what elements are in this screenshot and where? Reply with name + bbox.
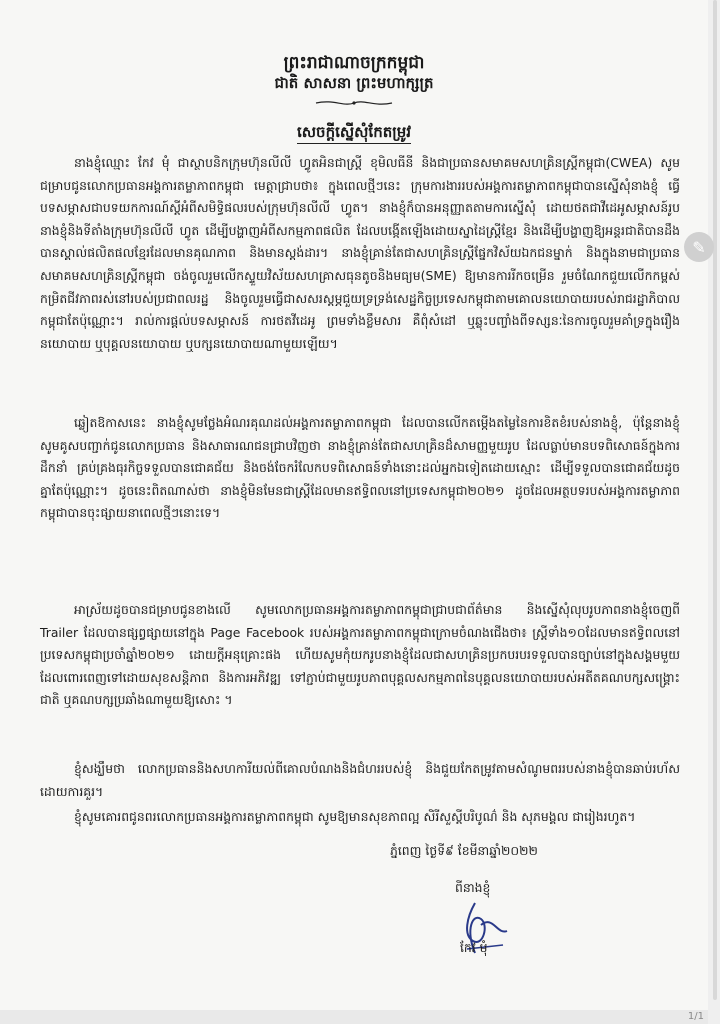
ornament-divider xyxy=(314,98,394,108)
scrollbar-thumb[interactable] xyxy=(713,0,717,1000)
vertical-scrollbar[interactable] xyxy=(708,0,720,1024)
letter-from: ពីនាងខ្ញុំ xyxy=(455,880,491,895)
signer-name: កែវ មុំ xyxy=(460,940,488,955)
kingdom-heading: ព្រះរាជាណាចក្រកម្ពុជា xyxy=(283,53,425,73)
letter-date: ភ្នំពេញ ថ្ងៃទី៩ ខែមីនាឆ្នាំ២០២២ xyxy=(390,843,538,858)
pencil-icon[interactable]: ✎ xyxy=(684,232,714,262)
motto-heading: ជាតិ សាសនា ព្រះមហាក្សត្រ xyxy=(274,74,434,92)
body-paragraph-2: ឆ្លៀតឱកាសនេះ នាងខ្ញុំសូមថ្លែងអំណរគុណដល់អង្គការតម្លាភាពកម្ពុជា ដែលបានលើកតម្កើងតម្លៃនៃការខិតខំរបស់នាងខ្ញុំ, ប៉ុន្តែនាងខ្ញុំសូមគូសបញ្ជាក់ជូនលោកប្រធាន និងសាធារណជនជ្រាបវិញថា នាងខ្ញុំគ្រាន់តែជាសហគ្រិនដ៏សាមញ្ញមួយរូប ដែលធ្លាប់មានបទពិសោធន៍ក្នុងការដឹកនាំ គ្រប់គ្រងធុរកិច្ចទទួលបានជោគជ័យ និងចង់ចែករំលែកបទពិសោធន៍ទាំងនោះដល់អ្នកឯទៀតដោយស្មោះ ដើម្បីទទួលបានជោគជ័យដូចគ្នាតែប៉ុណ្ណោះ។ ដូចនេះពិតណាស់ថា នាងខ្ញុំមិនមែនជាស្ត្រីដែលមានឥទ្ធិពលនៅប្រទេសកម្ពុជា២០២១ ដូចដែលអត្ថបទរបស់អង្គការតម្លាភាពកម្ពុជាបានចុះផ្សាយនាពេលថ្មីៗនោះទេ។ xyxy=(40,415,680,521)
body-paragraph-1: នាងខ្ញុំឈ្មោះ កែវ មុំ ជាស្ថាបនិកក្រុមហ៊ុនលីលី ហ្វូតអិនជាស្ត្រី ខុមិលធីនី និងជាប្រធានសមាគមសហគ្រិនស្ត្រីកម្ពុជា(CWEA) សូមជម្រាបជូនលោកប្រធានអង្គការតម្លាភាពកម្ពុជា មេត្តាជ្រាបថា៖ ក្នុងពេលថ្មីៗនេះ ក្រុមការងាររបស់អង្គការតម្លាភាពកម្ពុជាបានស្នើសុំនាងខ្ញុំ ធ្វើបទសម្ភាសជាបទយកការណ៍ស្តីអំពីសមិទ្ធិផលរបស់ក្រុមហ៊ុនលីលី ហ្វូត។ នាងខ្ញុំក៏បានអនុញ្ញាតតាមការស្នើសុំ ដោយថតជាវីដេអូសម្ភាសន៍រូបនាងខ្ញុំនិងទីតាំងក្រុមហ៊ុនលីលី ហ្វូត ដើម្បីបង្ហាញអំពីសកម្មភាពផលិត ដែលបង្កើតឡើងដោយស្នាដៃស្ត្រីខ្មែរ និងដើម្បីបង្ហាញឱ្យអន្តរជាតិបានដឹងបានស្គាល់ផលិតផលខ្មែរដែលមានគុណភាព និងមានស្តង់ដារ។ នាងខ្ញុំគ្រាន់តែជាសហគ្រិនស្ត្រីផ្នែកវិស័យឯកជនម្នាក់ និងក្នុងនាមជាប្រធានសមាគមសហគ្រិនស្ត្រីកម្ពុជា ចង់ចូលរួមលើកស្ទួយវិស័យសហគ្រាសធុនតូចនិងមធ្យម(SME) ឱ្យមានការរីកចម្រើន រួមចំណែកជួយលើកកម្ពស់កម្រិតជីវភាពរស់នៅរបស់ប្រជាពលរដ្ឋ និងចូលរួមធ្វើជាសសរស្តម្ភជួយទ្រទ្រង់សេដ្ឋកិច្ចប្រទេសកម្ពុជាតាមគោលនយោបាយរបស់រាជរដ្ឋាភិបាលកម្ពុជាតែប៉ុណ្ណោះ។ រាល់ការផ្តល់បទសម្ភាសន៍ ការថតវីដេអូ ព្រមទាំងខ្លឹមសារ គឺពុំសំដៅ ឬឆ្លុះបញ្ចាំងពីទស្សនៈនៃការចូលរួមគាំទ្រក្នុងរឿងនយោបាយ ឬបុគ្គលនយោបាយ ឬបក្សនយោបាយណាមួយឡើយ។ xyxy=(40,155,680,351)
body-paragraph-4: ខ្ញុំសង្ឃឹមថា លោកប្រធាននិងសហការីយល់ពីគោលបំណងនិងជំហររបស់ខ្ញុំ និងជួយកែតម្រូវតាមសំណូមពររបស់នាងខ្ញុំបានឆាប់រហ័ស ដោយការគួរ។ xyxy=(40,761,680,799)
body-paragraph-3: អាស្រ័យដូចបានជម្រាបជូនខាងលើ សូមលោកប្រធានអង្គការតម្លាភាពកម្ពុជាជ្រាបជាព័ត៌មាន និងស្នើសុំលុបរូបភាពនាងខ្ញុំចេញពី Trailer ដែលបានផ្សព្វផ្សាយនៅក្នុង Page Facebook របស់អង្គការតម្លាភាពកម្ពុជាក្រោមចំណងជើងថា៖ ស្ត្រីទាំង១០ដែលមានឥទ្ធិពលនៅប្រទេសកម្ពុជាប្រចាំឆ្នាំ២០២១ ដោយក្តីអនុគ្រោះផង ហើយសូមកុំយករូបនាងខ្ញុំដែលជាសហគ្រិនប្រកបរបរទទួលបានច្បាប់នៅក្នុងសង្គមមួយដែលពោរពេញទៅដោយសុខសន្តិភាព និងការអភិវឌ្ឍ ទៅភ្ជាប់ជាមួយរូបភាពបុគ្គលសកម្មភាពនៃបុគ្គលនយោបាយរបស់អតីតគណបក្សសង្គ្រោះជាតិ ឬគណបក្សប្រឆាំងណាមួយឱ្យសោះ ។ xyxy=(40,602,680,708)
document-title: សេចក្តីស្នើសុំកែតម្រូវ xyxy=(0,123,708,145)
body-paragraph-5: ខ្ញុំសូមគោរពជូនពរលោកប្រធានអង្គការតម្លាភាពកម្ពុជា សូមឱ្យមានសុខភាពល្អ សិរីសួស្តីបរិបូណ៌ និង សុភមង្គល ជារៀងរហូត។ xyxy=(74,809,636,824)
page-counter: 1/1 xyxy=(687,1011,704,1022)
